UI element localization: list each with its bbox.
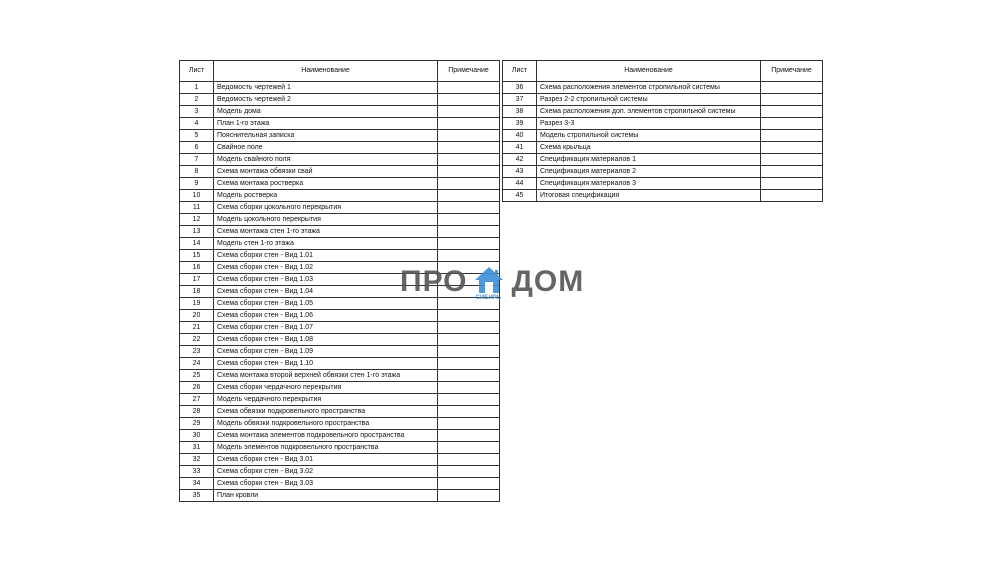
sheet-name-cell: Модель свайного поля [214, 154, 438, 166]
sheet-number-cell: 3 [180, 106, 214, 118]
sheet-note-cell [438, 214, 500, 226]
sheet-number-cell: 33 [180, 466, 214, 478]
sheet-note-cell [438, 82, 500, 94]
sheet-name-cell: Схема расположения элементов стропильной системы [537, 82, 761, 94]
sheet-number-cell: 4 [180, 118, 214, 130]
header-note: Примечание [761, 61, 823, 82]
sheet-name-cell: Схема монтажа обвязки свай [214, 166, 438, 178]
sheet-note-cell [761, 166, 823, 178]
sheet-number-cell: 43 [503, 166, 537, 178]
sheet-note-cell [438, 346, 500, 358]
sheet-name-cell: Схема сборки стен - Вид 1.06 [214, 310, 438, 322]
header-name: Наименование [214, 61, 438, 82]
sheet-name-cell: Схема сборки стен - Вид 1.03 [214, 274, 438, 286]
table-row [503, 118, 823, 130]
sheet-number-cell: 21 [180, 322, 214, 334]
table-header-row [503, 61, 823, 82]
sheet-name-cell: Модель стропильной системы [537, 130, 761, 142]
sheet-number-cell: 31 [180, 442, 214, 454]
table-row [503, 166, 823, 178]
sheet-note-cell [438, 310, 500, 322]
logo-text-right: ДОМ [511, 265, 585, 298]
sheet-note-cell [438, 178, 500, 190]
table-row [180, 130, 500, 142]
sheet-name-cell: Схема сборки стен - Вид 3.02 [214, 466, 438, 478]
sheet-number-cell: 45 [503, 190, 537, 202]
sheet-number-cell: 32 [180, 454, 214, 466]
table-row [503, 130, 823, 142]
sheet-number-cell: 42 [503, 154, 537, 166]
table-row [180, 454, 500, 466]
sheet-name-cell: Модель цокольного перекрытия [214, 214, 438, 226]
sheet-note-cell [761, 178, 823, 190]
table-row [503, 82, 823, 94]
sheet-note-cell [438, 406, 500, 418]
sheet-name-cell: Пояснительная записка [214, 130, 438, 142]
sheet-note-cell [761, 82, 823, 94]
sheet-number-cell: 26 [180, 382, 214, 394]
table-row [180, 490, 500, 502]
header-note: Примечание [438, 61, 500, 82]
table-row [180, 226, 500, 238]
sheet-number-cell: 11 [180, 202, 214, 214]
sheet-name-cell: Схема сборки стен - Вид 1.08 [214, 334, 438, 346]
sheet-note-cell [438, 118, 500, 130]
table-row [180, 370, 500, 382]
sheet-name-cell: Схема крыльца [537, 142, 761, 154]
sheet-name-cell: Схема монтажа элементов подкровельного пространства [214, 430, 438, 442]
sheet-number-cell: 22 [180, 334, 214, 346]
sheet-number-cell: 28 [180, 406, 214, 418]
sheet-number-cell: 15 [180, 250, 214, 262]
sheet-note-cell [438, 490, 500, 502]
sheet-number-cell: 13 [180, 226, 214, 238]
sheet-note-cell [761, 106, 823, 118]
sheet-name-cell: Схема обвязки подкровельного пространства [214, 406, 438, 418]
sheet-number-cell: 27 [180, 394, 214, 406]
sheet-name-cell: Модель элементов подкровельного пространства [214, 442, 438, 454]
sheet-note-cell [438, 466, 500, 478]
sheet-note-cell [438, 334, 500, 346]
sheet-name-cell: Модель дома [214, 106, 438, 118]
sheet-name-cell: Разрез 3-3 [537, 118, 761, 130]
sheet-number-cell: 20 [180, 310, 214, 322]
table-row [180, 406, 500, 418]
sheet-note-cell [438, 322, 500, 334]
sheet-name-cell: Схема сборки стен - Вид 1.09 [214, 346, 438, 358]
sheet-name-cell: Схема монтажа стен 1-го этажа [214, 226, 438, 238]
sheet-number-cell: 23 [180, 346, 214, 358]
table-row [503, 94, 823, 106]
sheet-name-cell: Схема сборки стен - Вид 1.01 [214, 250, 438, 262]
table-row [180, 430, 500, 442]
sheet-name-cell: Разрез 2-2 стропильной системы [537, 94, 761, 106]
sheet-name-cell: Схема сборки стен - Вид 3.01 [214, 454, 438, 466]
sheet-name-cell: Модель обвязки подкровельного пространства [214, 418, 438, 430]
sheet-name-cell: Итоговая спецификация [537, 190, 761, 202]
sheet-number-cell: 18 [180, 286, 214, 298]
sheet-name-cell: Схема сборки стен - Вид 1.05 [214, 298, 438, 310]
table-row [180, 322, 500, 334]
table-row [180, 238, 500, 250]
sheet-note-cell [761, 190, 823, 202]
sheet-number-cell: 37 [503, 94, 537, 106]
house-icon [474, 265, 504, 299]
sheet-note-cell [438, 106, 500, 118]
sheet-note-cell [761, 142, 823, 154]
table-row [503, 190, 823, 202]
sheet-note-cell [438, 190, 500, 202]
sheet-number-cell: 16 [180, 262, 214, 274]
sheet-number-cell: 35 [180, 490, 214, 502]
table-body-right [503, 82, 823, 202]
sheet-name-cell: Спецификация материалов 3 [537, 178, 761, 190]
sheet-note-cell [438, 478, 500, 490]
sheet-name-cell: Схема сборки стен - Вид 1.10 [214, 358, 438, 370]
sheet-name-cell: План кровли [214, 490, 438, 502]
sheet-name-cell: Спецификация материалов 1 [537, 154, 761, 166]
table-row [180, 166, 500, 178]
sheet-name-cell: Модель ростверка [214, 190, 438, 202]
table-header-row [180, 61, 500, 82]
sheet-note-cell [438, 454, 500, 466]
table-row [503, 178, 823, 190]
sheet-note-cell [761, 130, 823, 142]
sheet-note-cell [438, 250, 500, 262]
table-row [180, 346, 500, 358]
sheet-note-cell [761, 94, 823, 106]
sheet-name-cell: Схема сборки стен - Вид 3.03 [214, 478, 438, 490]
sheet-number-cell: 39 [503, 118, 537, 130]
sheet-name-cell: Схема монтажа ростверка [214, 178, 438, 190]
sheet-number-cell: 25 [180, 370, 214, 382]
table-row [180, 190, 500, 202]
sheet-name-cell: Схема сборки стен - Вид 1.04 [214, 286, 438, 298]
header-sheet: Лист [180, 61, 214, 82]
sheet-note-cell [438, 418, 500, 430]
table-row [180, 214, 500, 226]
sheet-note-cell [438, 94, 500, 106]
sheet-name-cell: Схема сборки стен - Вид 1.02 [214, 262, 438, 274]
table-row [180, 250, 500, 262]
sheet-note-cell [438, 370, 500, 382]
sheet-number-cell: 10 [180, 190, 214, 202]
sheet-number-cell: 12 [180, 214, 214, 226]
header-name: Наименование [537, 61, 761, 82]
sheet-name-cell: Схема сборки стен - Вид 1.07 [214, 322, 438, 334]
table-row [180, 442, 500, 454]
sheet-note-cell [438, 394, 500, 406]
table-row [180, 394, 500, 406]
logo-subtitle: СИБИРЬ [475, 295, 502, 301]
table-row [180, 202, 500, 214]
table-row [180, 418, 500, 430]
drawings-list-table-right [502, 60, 823, 202]
sheet-number-cell: 38 [503, 106, 537, 118]
sheet-name-cell: Модель стен 1-го этажа [214, 238, 438, 250]
sheet-number-cell: 5 [180, 130, 214, 142]
sheet-name-cell: Схема сборки чердачного перекрытия [214, 382, 438, 394]
sheet-name-cell: Схема сборки цокольного перекрытия [214, 202, 438, 214]
sheet-number-cell: 7 [180, 154, 214, 166]
table-row [180, 94, 500, 106]
sheet-note-cell [438, 202, 500, 214]
sheet-name-cell: Свайное поле [214, 142, 438, 154]
sheet-note-cell [438, 382, 500, 394]
table-row [180, 106, 500, 118]
sheet-note-cell [438, 430, 500, 442]
table-row [180, 82, 500, 94]
logo-text-left: ПРО [400, 265, 468, 298]
table-row [180, 334, 500, 346]
table-row [180, 478, 500, 490]
sheet-number-cell: 17 [180, 274, 214, 286]
sheet-number-cell: 40 [503, 130, 537, 142]
watermark-logo [400, 262, 600, 302]
sheet-number-cell: 1 [180, 82, 214, 94]
sheet-name-cell: Схема монтажа второй верхней обвязки стен 1-го этажа [214, 370, 438, 382]
sheet-number-cell: 30 [180, 430, 214, 442]
sheet-note-cell [438, 130, 500, 142]
table-row [503, 106, 823, 118]
sheet-note-cell [438, 238, 500, 250]
sheet-number-cell: 24 [180, 358, 214, 370]
sheet-number-cell: 36 [503, 82, 537, 94]
table-row [180, 118, 500, 130]
table-row [503, 142, 823, 154]
sheet-note-cell [761, 118, 823, 130]
sheet-name-cell: Схема расположения доп. элементов стропильной системы [537, 106, 761, 118]
sheet-number-cell: 34 [180, 478, 214, 490]
sheet-number-cell: 29 [180, 418, 214, 430]
sheet-number-cell: 41 [503, 142, 537, 154]
sheet-name-cell: План 1-го этажа [214, 118, 438, 130]
header-sheet: Лист [503, 61, 537, 82]
sheet-number-cell: 19 [180, 298, 214, 310]
sheet-note-cell [438, 154, 500, 166]
table-row [180, 358, 500, 370]
sheet-name-cell: Ведомость чертежей 2 [214, 94, 438, 106]
sheet-number-cell: 6 [180, 142, 214, 154]
sheet-note-cell [438, 442, 500, 454]
sheet-note-cell [761, 154, 823, 166]
table-row [180, 142, 500, 154]
sheet-note-cell [438, 166, 500, 178]
sheet-note-cell [438, 142, 500, 154]
sheet-name-cell: Модель чердачного перекрытия [214, 394, 438, 406]
table-row [180, 178, 500, 190]
table-row [180, 154, 500, 166]
table-row [180, 310, 500, 322]
sheet-number-cell: 44 [503, 178, 537, 190]
sheet-number-cell: 14 [180, 238, 214, 250]
sheet-name-cell: Ведомость чертежей 1 [214, 82, 438, 94]
sheet-number-cell: 2 [180, 94, 214, 106]
sheet-number-cell: 8 [180, 166, 214, 178]
sheet-name-cell: Спецификация материалов 2 [537, 166, 761, 178]
table-row [180, 382, 500, 394]
table-row [503, 154, 823, 166]
table-row [180, 466, 500, 478]
sheet-number-cell: 9 [180, 178, 214, 190]
sheet-note-cell [438, 226, 500, 238]
sheet-note-cell [438, 358, 500, 370]
